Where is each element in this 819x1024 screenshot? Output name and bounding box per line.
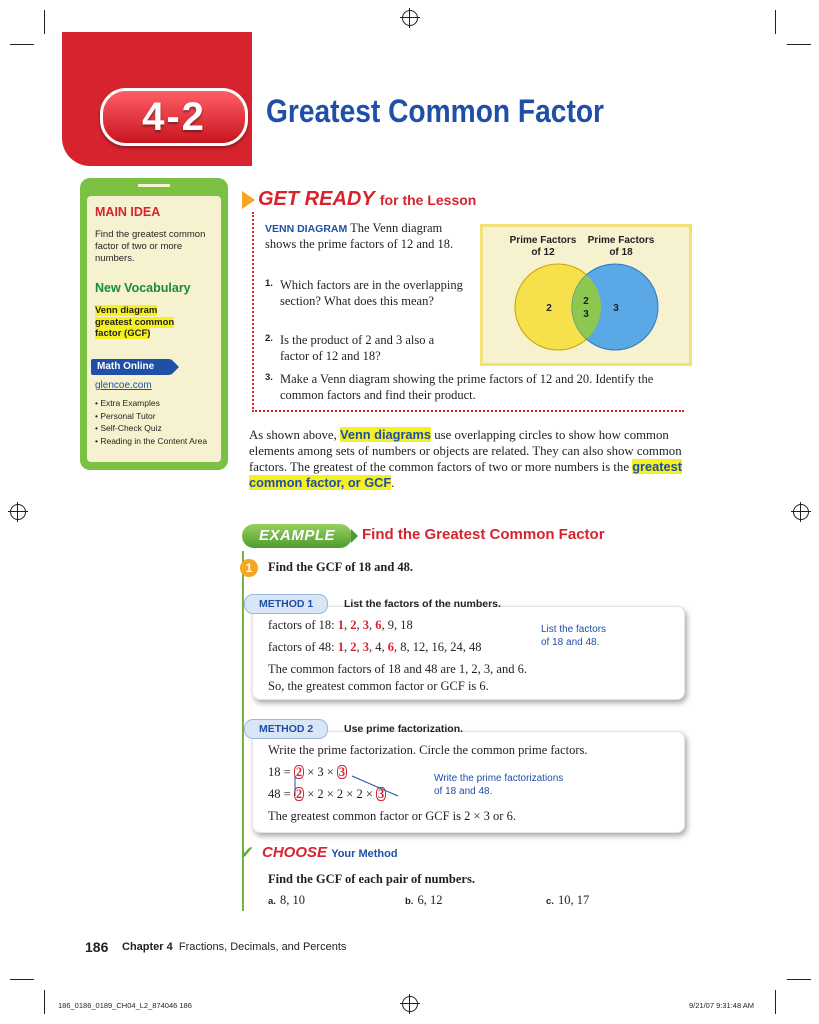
venn-label-right-2: of 18: [609, 247, 633, 258]
common-factors-line: The common factors of 18 and 48 are 1, 2, 3, and 6.: [268, 662, 527, 676]
print-slug-right: 9/21/07 9:31:48 AM: [689, 1001, 755, 1010]
note-line: of 18 and 48.: [434, 786, 493, 797]
vocab-term[interactable]: greatest common: [95, 316, 175, 328]
vocab-term[interactable]: Venn diagram: [95, 305, 158, 316]
common-factor: 2: [350, 640, 357, 654]
venn-intro: [265, 221, 455, 252]
method2-desc: Use prime factorization.: [344, 723, 464, 735]
question-2: [265, 333, 465, 364]
registration-mark-icon: [10, 504, 26, 520]
exercise-text: 6, 12: [417, 893, 443, 907]
glencoe-link[interactable]: glencoe.com: [95, 380, 152, 391]
common-factor: 6: [387, 640, 395, 654]
circled-factor: 3: [338, 765, 346, 779]
factors-18-line: factors of 18: 1, 2, 3, 6, 9, 18: [268, 618, 413, 632]
dotted-border: [252, 410, 684, 412]
choose-heading: [262, 844, 398, 861]
exercise-a: [268, 893, 305, 908]
paragraph-text: .: [391, 476, 395, 490]
other-factors: , 9, 18: [381, 618, 413, 632]
other-factors: , 8, 12, 16, 24, 48: [394, 640, 482, 654]
vocab-heading: New Vocabulary: [95, 281, 191, 295]
method2-note: [434, 772, 563, 798]
lesson-number: 4-2: [142, 95, 206, 139]
sidebar-cap: [138, 184, 170, 187]
question-number: 2.: [265, 333, 273, 344]
choose-title: CHOOSE: [262, 844, 328, 861]
venn-both-2: 3: [583, 309, 589, 320]
page-number: 186: [85, 939, 109, 955]
list-item: • Extra Examples: [95, 398, 160, 408]
checkmark-icon: ✔: [240, 843, 255, 863]
connector-lines: [290, 770, 410, 804]
circled-factor: 2: [295, 765, 303, 779]
paragraph-text: As shown above,: [249, 428, 340, 442]
factors-48-line: factors of 48: 1, 2, 3, 4, 6, 8, 12, 16, 24, 48: [268, 640, 482, 654]
intro-paragraph: [249, 427, 694, 491]
line-prefix: 48 =: [268, 787, 294, 801]
main-idea-heading: MAIN IDEA: [95, 205, 161, 219]
venn-both-1: 2: [583, 296, 589, 307]
registration-mark-icon: [402, 10, 418, 26]
list-item: • Self-Check Quiz: [95, 423, 162, 433]
venn-intro-text: The Venn diagram shows the prime factors of 12 and 18.: [265, 221, 454, 251]
other-factors: , 4,: [369, 640, 388, 654]
choose-prompt: Find the GCF of each pair of numbers.: [268, 872, 475, 886]
main-idea-text: Find the greatest common factor of two or more numbers.: [95, 229, 206, 264]
chapter-footer: [122, 941, 346, 953]
get-ready-subtitle: for the Lesson: [379, 192, 477, 208]
line-prefix: factors of 18:: [268, 618, 338, 632]
note-line: Write the prime factorizations: [434, 773, 564, 784]
question-number: 3.: [265, 372, 273, 383]
exercise-c: [546, 893, 589, 908]
page-title: Greatest Common Factor: [266, 93, 604, 129]
list-item: • Personal Tutor: [95, 410, 156, 421]
registration-mark-icon: [402, 996, 418, 1012]
exercise-text: 8, 10: [279, 893, 305, 907]
venn-left-only: 2: [546, 303, 552, 314]
question-3: [265, 372, 685, 403]
math-online-button[interactable]: Math Online: [91, 359, 171, 375]
question-text: Make a Venn diagram showing the prime factors of 12 and 20. Identify the common factors and find their product.: [280, 372, 654, 402]
circled-factor: 3: [378, 787, 385, 801]
exercise-label: a.: [268, 896, 276, 907]
choose-subtitle: Your Method: [331, 848, 398, 860]
exercise-label: c.: [546, 896, 554, 907]
gcf-conclusion: So, the greatest common factor or GCF is 6.: [268, 679, 489, 693]
common-factor: 6: [375, 618, 382, 632]
online-resources-list: [95, 397, 207, 447]
common-factor: 3: [362, 618, 370, 632]
method1-note: [541, 623, 606, 649]
example-tab-label: EXAMPLE: [258, 527, 335, 544]
registration-mark-icon: [793, 504, 809, 520]
example-prompt: Find the GCF of 18 and 48.: [268, 560, 414, 574]
example-number: 1: [240, 559, 258, 577]
common-factor: 1: [337, 618, 345, 632]
method1-tab: METHOD 1: [244, 594, 328, 614]
example-title: Find the Greatest Common Factor: [362, 526, 605, 543]
question-text: Is the product of 2 and 3 also a factor of 12 and 18?: [280, 333, 435, 363]
venn-right-only: 3: [613, 303, 619, 314]
paragraph-text: use overlapping circles to show how common elements among sets of numbers or objects are related. They can also show common factors. The greatest of the common factors of two or more numbers is the: [249, 428, 682, 474]
exercise-text: 10, 17: [557, 893, 590, 907]
common-factor: 1: [337, 640, 345, 654]
exercise-label: b.: [405, 896, 414, 907]
factor-product: × 3 ×: [304, 765, 337, 779]
method2-tab: METHOD 2: [244, 719, 328, 739]
venn-label-right-1: Prime Factors: [587, 235, 655, 246]
example-tab: [242, 524, 352, 548]
line-prefix: factors of 48:: [268, 640, 338, 654]
venn-diagram: [480, 224, 692, 366]
question-1: [265, 278, 465, 309]
chapter-title: Fractions, Decimals, and Percents: [178, 941, 347, 953]
vocab-term[interactable]: factor (GCF): [95, 328, 151, 339]
lesson-badge: [100, 88, 248, 146]
common-factor: 2: [350, 618, 357, 632]
question-number: 1.: [265, 278, 273, 289]
note-line: of 18 and 48.: [541, 637, 600, 648]
arrow-icon: [242, 191, 255, 209]
line-prefix: 18 =: [268, 765, 294, 779]
common-factor: 3: [362, 640, 370, 654]
method1-desc: List the factors of the numbers.: [344, 598, 501, 610]
get-ready-title: GET READY: [258, 188, 375, 210]
venn-label-left-1: Prime Factors: [509, 235, 577, 246]
factor-product: × 2 × 2 × 2 ×: [304, 787, 377, 801]
method2-instruction: Write the prime factorization. Circle the common prime factors.: [268, 743, 588, 757]
method2-result: The greatest common factor or GCF is 2 × 3 or 6.: [268, 809, 516, 823]
note-line: List the factors: [541, 624, 607, 635]
vocab-highlight[interactable]: greatest common factor, or GCF: [249, 459, 682, 490]
print-slug-left: 186_0186_0189_CH04_L2_874046 186: [58, 1001, 192, 1010]
get-ready-heading: [258, 188, 476, 211]
circled-factor: 2: [295, 787, 303, 801]
vocab-list: [95, 305, 174, 340]
list-item: • Reading in the Content Area: [95, 435, 208, 446]
exercise-b: [405, 893, 442, 908]
chapter-label: Chapter 4: [122, 941, 173, 953]
venn-label-left-2: of 12: [531, 247, 555, 258]
question-text: Which factors are in the overlapping section? What does this mean?: [280, 278, 463, 308]
vocab-highlight[interactable]: Venn diagrams: [340, 427, 432, 442]
venn-label: VENN DIAGRAM: [265, 223, 348, 235]
dotted-border: [252, 212, 254, 412]
